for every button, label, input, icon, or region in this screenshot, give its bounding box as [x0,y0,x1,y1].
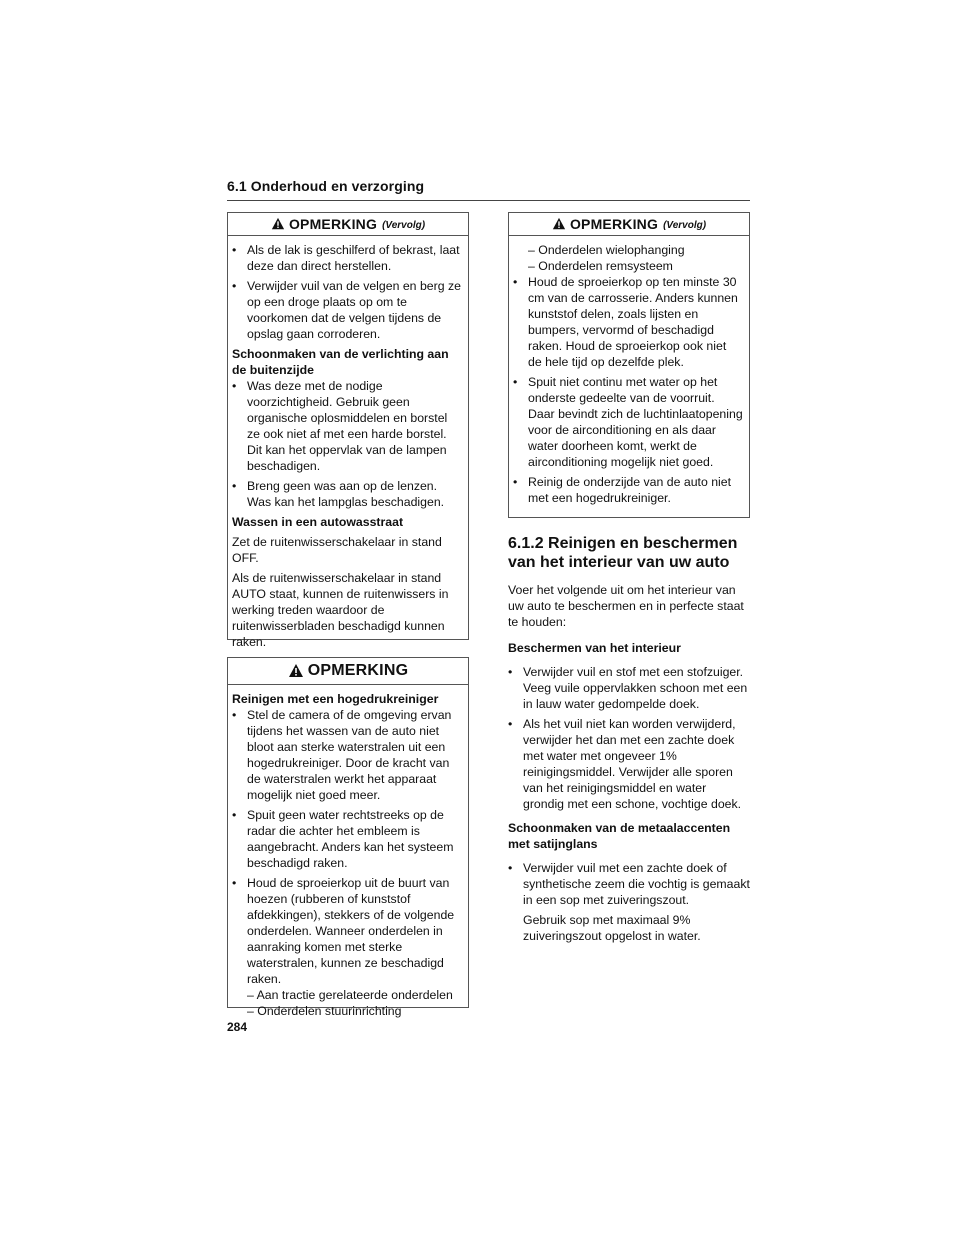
list-item: • Stel de camera of de omgeving ervan tijdens het wassen van de auto niet bloot aan sterke waterstralen uit een hogedrukreiniger. Door de kracht van de waterstralen werkt het apparaat mogelijk niet goed meer. [232,708,452,802]
subheading: Schoonmaken van de metaalaccenten met satijnglans [508,821,731,851]
warning-icon [288,663,304,679]
note-title: OPMERKING [288,216,378,232]
section-title: 6.1.2 Reinigen en beschermen van het interieur van uw auto [508,535,738,571]
page-number: 284 [227,1020,248,1034]
note-continued: (Vervolg) [663,220,707,231]
section-header-title: 6.1 Onderhoud en verzorging [227,178,425,194]
list-item: • Houd de sproeierkop op ten minste 30 cm van de carrosserie. Anders kunnen kunststof delen, zoals lijsten en bumpers, vervormd of beschadigd raken. Houd de sproeierkop ook niet de hele tijd op dezelfde plek. [513,275,738,369]
list-item: • Was deze met de nodige voorzichtigheid. Gebruik geen organische oplosmiddelen en borstel ze ook niet af met een harde borstel. Dit kan het oppervlak van de lampen beschadigen. [232,379,448,473]
note-header [228,658,468,685]
dash-item: – Onderdelen stuurinrichting [247,1004,402,1018]
warning-icon [271,217,285,231]
list-item: • Verwijder vuil van de velgen en berg ze op een droge plaats op om te voorkomen dat de velgen tijdens de opslag gaan corroderen. [232,279,461,341]
dash-item: – Onderdelen remsysteem [528,259,673,273]
subheading: Wassen in een autowasstraat [232,515,404,529]
note-continued: (Vervolg) [382,220,426,231]
right-column [508,212,750,948]
list-item: • Als de lak is geschilferd of bekrast, laat deze dan direct herstellen. [232,243,460,273]
list-item: • Verwijder vuil en stof met een stofzuiger. Veeg vuile oppervlakken schoon met een in lauw water gedompelde doek. [508,665,748,711]
dash-item: – Aan tractie gerelateerde onderdelen [247,988,453,1002]
note-box-continued [508,212,750,518]
list-item: • Spuit geen water rechtstreeks op de radar die achter het embleem is aangebracht. Anders kan het systeem beschadigd raken. [232,808,454,870]
paragraph: Zet de ruitenwisserschakelaar in stand OFF. [232,535,442,565]
list-item: • Reinig de onderzijde van de auto niet met een hogedrukreiniger. [513,475,732,505]
note-box-continued [227,212,469,649]
subheading: Reinigen met een hogedrukreiniger [232,692,439,706]
list-item: • Spuit niet continu met water op het onderste gedeelte van de voorruit. Daar bevindt zich de luchtinlaatopening voor de airconditioning en als daar water doorheen komt, werkt de airconditioning mogelijk niet goed. [513,375,743,469]
note-box [227,657,469,1018]
note-title: OPMERKING [307,662,409,679]
warning-icon [552,217,566,231]
list-item: • Houd de sproeierkop uit de buurt van hoezen (rubberen of kunststof afdekkingen), stekkers of de volgende onderdelen. Wanneer onderdelen in aanraking komen met sterke waterstralen, kunnen ze beschadigd raken. [232,876,455,986]
paragraph: Voer het volgende uit om het interieur van uw auto te beschermen en in perfecte staat te houden: [508,583,744,629]
note-header [228,213,468,236]
list-item: • Als het vuil niet kan worden verwijderd, verwijder het dan met een zachte doek met water met ongeveer 1% reinigingsmiddel. Verwijder alle sporen van het reinigingsmiddel en water grondig met een schone, vochtige doek. [508,717,742,811]
list-item: • Breng geen was aan op de lenzen. Was kan het lampglas beschadigen. [232,479,445,509]
paragraph: Gebruik sop met maximaal 9% zuiveringszout opgelost in water. [523,913,701,943]
page-header [227,178,750,201]
dash-item: – Onderdelen wielophanging [528,243,685,257]
note-title: OPMERKING [569,216,659,232]
paragraph: Als de ruitenwisserschakelaar in stand AUTO staat, kunnen de ruitenwissers in werking treden waardoor de ruitenwisserbladen beschadigd kunnen raken. [232,571,449,649]
subheading: Beschermen van het interieur [508,641,681,655]
subheading: Schoonmaken van de verlichting aan de buitenzijde [232,347,449,377]
list-item: • Verwijder vuil met een zachte doek of synthetische zeem die vochtig is gemaakt in een sop met zuiveringszout. [508,861,750,907]
note-header [509,213,749,236]
left-column [227,212,469,1018]
